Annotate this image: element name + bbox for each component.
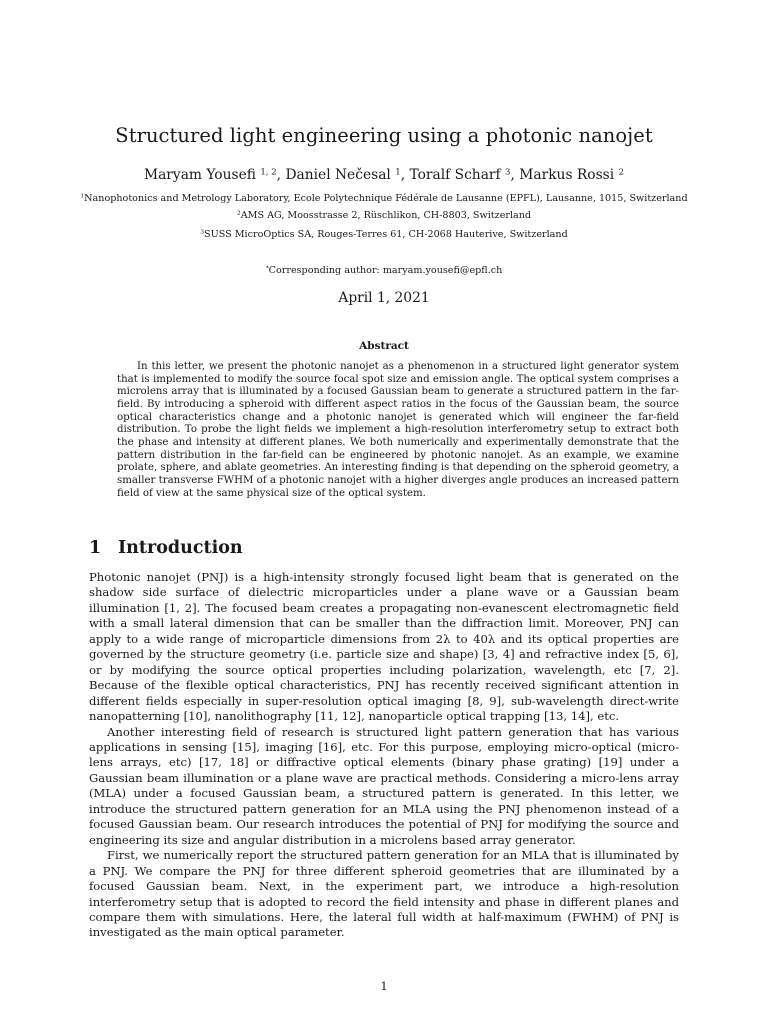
author: Maryam Yousefi $^{1, 2}$, <box>143 167 286 183</box>
paragraph: Photonic nanojet (PNJ) is a high-intensity strongly focused light beam that is generated on the shadow side surface of dielectric microparticles under a plane wave or a Gaussian beam illumination [1, 2]. The focused beam creates a propagating non-evanescent electromagnetic field with a small lateral dimension that can be smaller than the diffraction limit. Moreover, PNJ can apply to a wide range of microparticle dimensions from 2λ to 40λ and its optical properties are governed by the structure geometry (i.e. particle size and shape) [3, 4] and refractive index [5, 6], or by modifying the source optical properties including polarization, wavelength, etc [7, 2]. Because of the flexible optical characteristics, PNJ has recently received significant attention in different fields especially in super-resolution optical imaging [8, 9], sub-wavelength direct-write nanopatterning [10], nanolithography [11, 12], nanoparticle optical trapping [13, 14], etc. <box>89 570 679 724</box>
affiliation: $^1$Nanophotonics and Metrology Laboratory, Ecole Polytechnique Fédérale de Lausanne (EPFL), Lausanne, 1015, Switzerland <box>80 192 688 204</box>
author: Markus Rossi $^2$ <box>519 167 625 183</box>
affiliation: $^3$SUSS MicroOptics SA, Rouges-Terres 61, CH-2068 Hauterive, Switzerland <box>200 228 568 240</box>
corresponding-author: *Corresponding author: maryam.yousefi@epfl.ch <box>265 264 503 276</box>
page-number: 1 <box>380 979 388 993</box>
paragraph: First, we numerically report the structured pattern generation for an MLA that is illuminated by a PNJ. We compare the PNJ for three different spheroid geometries that are illuminated by a focused Gaussian beam. Next, in the experiment part, we introduce a high-resolution interferometry setup that is adopted to record the field intensity and phase in different planes and compare them with simulations. Here, the lateral full width at half-maximum (FWHM) of PNJ is investigated as the main optical parameter. <box>89 848 679 940</box>
abstract-text: In this letter, we present the photonic nanojet as a phenomenon in a structured light generator system that is implemented to modify the source focal spot size and emission angle. The optical system comprises a microlens array that is illuminated by a focused Gaussian beam to generate a structured pattern in the far-field. By introducing a spheroid with different aspect ratios in the focus of the Gaussian beam, the source optical characteristics change and a photonic nanojet is generated which will engineer the far-field distribution. To probe the light fields we implement a high-resolution interferometry setup to extract both the phase and intensity at different planes. We both numerically and experimentally demonstrate that the pattern distribution in the far-field can be engineered by photonic nanojet. As an example, we examine prolate, sphere, and ablate geometries. An interesting finding is that depending on the spheroid geometry, a smaller transverse FWHM of a photonic nanojet with a higher diverges angle produces an increased pattern field of view at the same physical size of the optical system. <box>117 361 679 499</box>
author: Toralf Scharf $^3$, <box>409 167 520 183</box>
paper-date: April 1, 2021 <box>338 290 430 306</box>
paper-title: Structured light engineering using a photonic nanojet <box>115 124 653 147</box>
author-list <box>0 167 768 183</box>
abstract-heading: Abstract <box>359 340 409 352</box>
section-heading: 1 Introduction <box>89 538 243 558</box>
author: Daniel Nečesal $^1$, <box>285 167 410 183</box>
paragraph: Another interesting field of research is structured light pattern generation that has various applications in sensing [15], imaging [16], etc. For this purpose, employing micro-optical (micro-lens arrays, etc) [17, 18] or diffractive optical elements (binary phase grating) [19] under a Gaussian beam illumination or a plane wave are practical methods. Considering a micro-lens array (MLA) under a focused Gaussian beam, a structured pattern is generated. In this letter, we introduce the structured pattern generation for an MLA using the PNJ phenomenon instead of a focused Gaussian beam. Our research introduces the potential of PNJ for modifying the source and engineering its size and angular distribution in a microlens based array generator. <box>89 724 679 847</box>
affiliation: $^2$AMS AG, Moosstrasse 2, Rüschlikon, CH-8803, Switzerland <box>236 209 532 221</box>
section-body <box>89 570 679 941</box>
